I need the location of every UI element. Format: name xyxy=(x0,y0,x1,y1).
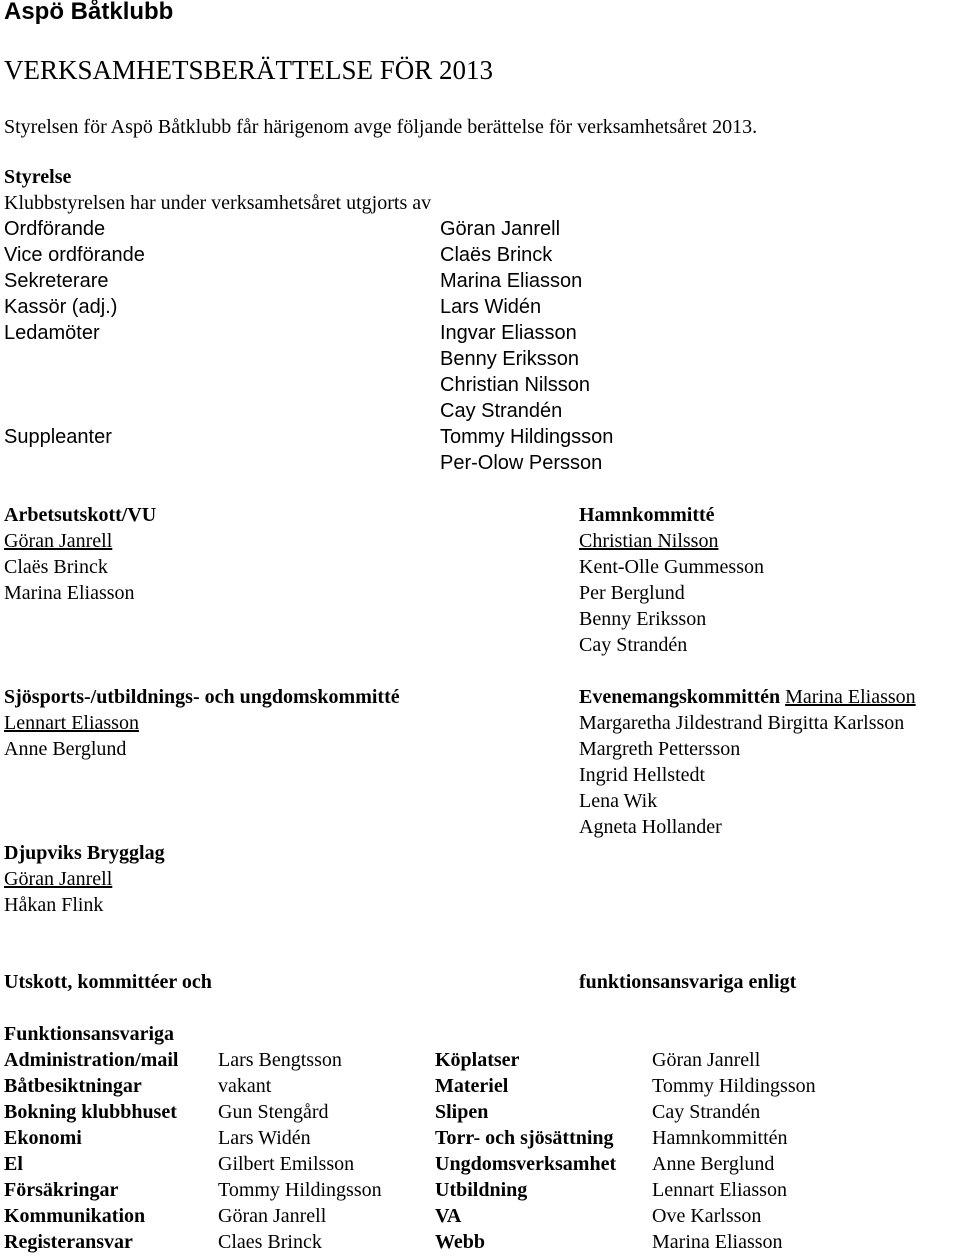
sports-members-list xyxy=(4,736,126,762)
harbor-member: Cay Strandén xyxy=(579,634,688,656)
footer-heading-left: Utskott, kommittéer och xyxy=(4,971,212,993)
dock-member: Håkan Flink xyxy=(4,894,104,916)
function-person: Claes Brinck xyxy=(218,1231,322,1253)
events-member: Agneta Hollander xyxy=(579,816,722,838)
function-person: Gilbert Emilsson xyxy=(218,1153,355,1175)
function-person: Tommy Hildingsson xyxy=(218,1179,382,1201)
dock-lead: Göran Janrell xyxy=(4,868,113,890)
board-subheading: Klubbstyrelsen har under verksamhetsåret utgjorts av xyxy=(4,192,432,214)
function-label: Båtbesiktningar xyxy=(4,1075,142,1097)
function-label: Försäkringar xyxy=(4,1179,119,1201)
function-person: Lars Bengtsson xyxy=(218,1049,342,1071)
function-person: vakant xyxy=(218,1075,272,1097)
harbor-lead: Christian Nilsson xyxy=(579,530,719,552)
functions-right-names xyxy=(652,1047,816,1255)
role-label-deputies: Suppleanter xyxy=(4,426,112,448)
function-person: Anne Berglund xyxy=(652,1153,775,1175)
club-name: Aspö Båtklubb xyxy=(4,0,174,25)
harbor-heading: Hamnkommitté xyxy=(579,504,715,526)
role-name-secretary: Marina Eliasson xyxy=(440,270,583,292)
function-person: Ove Karlsson xyxy=(652,1205,762,1227)
functions-left-list xyxy=(4,1047,178,1255)
harbor-member: Benny Eriksson xyxy=(579,608,707,630)
board-member: Cay Strandén xyxy=(440,400,563,422)
role-label-secretary: Sekreterare xyxy=(4,270,109,292)
function-person: Lars Widén xyxy=(218,1127,311,1149)
board-deputy: Tommy Hildingsson xyxy=(440,426,614,448)
footer-heading-right: funktionsansvariga enligt xyxy=(579,971,797,993)
function-label: Köplatser xyxy=(435,1049,520,1071)
functions-right-list xyxy=(435,1047,616,1255)
function-label: Ungdomsverksamhet xyxy=(435,1153,617,1175)
role-label-vice: Vice ordförande xyxy=(4,244,145,266)
role-label-treasurer: Kassör (adj.) xyxy=(4,296,118,318)
vu-lead: Göran Janrell xyxy=(4,530,113,552)
function-label: Kommunikation xyxy=(4,1205,146,1227)
function-label: El xyxy=(4,1153,23,1175)
events-member: Margreth Pettersson xyxy=(579,738,741,760)
function-label: Utbildning xyxy=(435,1179,528,1201)
board-deputy: Per-Olow Persson xyxy=(440,452,603,474)
function-label: Registeransvar xyxy=(4,1231,133,1253)
function-label: Slipen xyxy=(435,1101,489,1123)
function-label: Ekonomi xyxy=(4,1127,82,1149)
events-heading: Evenemangskommittén xyxy=(579,686,781,708)
function-label: Torr- och sjösättning xyxy=(435,1127,614,1149)
role-label-chair: Ordförande xyxy=(4,218,106,240)
page-title: VERKSAMHETSBERÄTTELSE FÖR 2013 xyxy=(4,55,494,85)
harbor-member: Kent-Olle Gummesson xyxy=(579,556,764,578)
function-label: Administration/mail xyxy=(4,1049,179,1071)
functions-left-names xyxy=(218,1047,382,1255)
function-person: Göran Janrell xyxy=(652,1049,761,1071)
harbor-member: Per Berglund xyxy=(579,582,685,604)
functions-heading: Funktionsansvariga xyxy=(4,1023,175,1045)
board-member: Christian Nilsson xyxy=(440,374,591,396)
function-person: Cay Strandén xyxy=(652,1101,761,1123)
function-label: Materiel xyxy=(435,1075,509,1097)
sports-member: Anne Berglund xyxy=(4,738,127,760)
harbor-members-list xyxy=(579,554,764,658)
function-label: Bokning klubbhuset xyxy=(4,1101,177,1123)
board-heading: Styrelse xyxy=(4,166,72,188)
sports-lead: Lennart Eliasson xyxy=(4,712,139,734)
board-members-list xyxy=(440,320,590,424)
function-label: VA xyxy=(435,1205,462,1227)
vu-member: Claës Brinck xyxy=(4,556,108,578)
function-person: Lennart Eliasson xyxy=(652,1179,787,1201)
board-deputies-list xyxy=(440,424,613,476)
vu-members-list xyxy=(4,554,135,606)
function-label: Webb xyxy=(435,1231,486,1253)
events-member: Margaretha Jildestrand Birgitta Karlsson xyxy=(579,712,905,734)
role-label-members: Ledamöter xyxy=(4,322,100,344)
function-person: Tommy Hildingsson xyxy=(652,1075,816,1097)
board-member: Benny Eriksson xyxy=(440,348,579,370)
events-lead: Marina Eliasson xyxy=(785,686,916,708)
function-person: Göran Janrell xyxy=(218,1205,327,1227)
vu-member: Marina Eliasson xyxy=(4,582,135,604)
vu-heading: Arbetsutskott/VU xyxy=(4,504,157,526)
intro-text: Styrelsen för Aspö Båtklubb får härigenom avge följande berättelse för verksamhetsåret 2013. xyxy=(4,116,758,138)
events-heading-line xyxy=(579,684,916,710)
function-person: Hamnkommittén xyxy=(652,1127,788,1149)
dock-members-list xyxy=(4,892,103,918)
sports-heading: Sjösports-/utbildnings- och ungdomskommitté xyxy=(4,686,400,708)
function-person: Marina Eliasson xyxy=(652,1231,783,1253)
board-member: Ingvar Eliasson xyxy=(440,322,577,344)
dock-heading: Djupviks Brygglag xyxy=(4,842,165,864)
role-name-vice: Claës Brinck xyxy=(440,244,553,266)
events-member: Ingrid Hellstedt xyxy=(579,764,706,786)
events-member: Lena Wik xyxy=(579,790,658,812)
role-name-treasurer: Lars Widén xyxy=(440,296,542,318)
function-person: Gun Stengård xyxy=(218,1101,329,1123)
events-members-list xyxy=(579,710,904,840)
role-name-chair: Göran Janrell xyxy=(440,218,561,240)
